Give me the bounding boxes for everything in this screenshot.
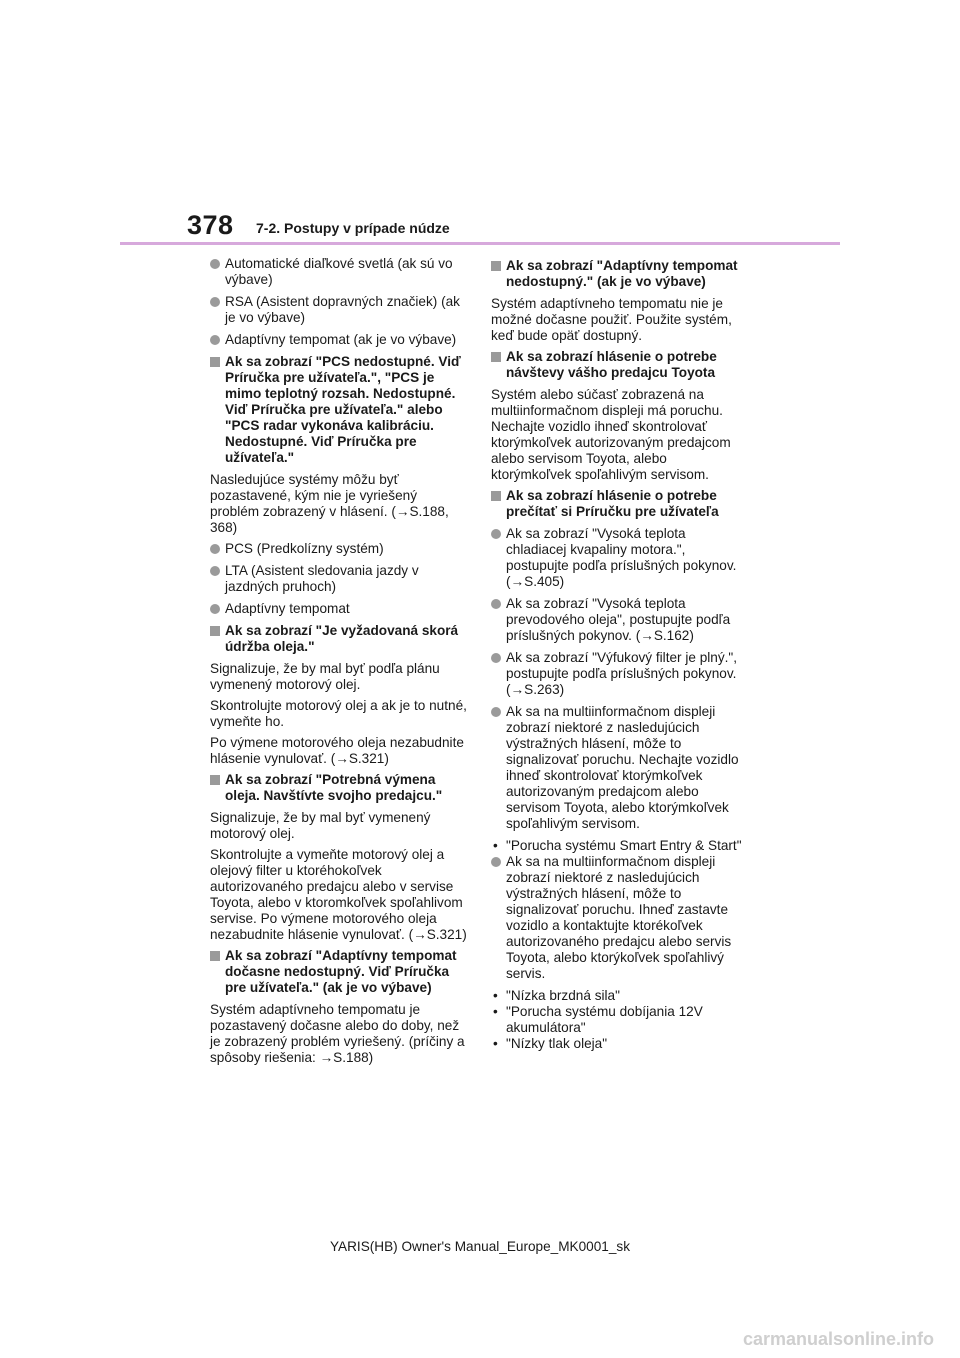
bullet-item (210, 601, 468, 617)
item-text: "Porucha systému dobíjania 12V akumulátora" (506, 1004, 703, 1035)
bullet-item (210, 332, 468, 348)
paragraph (210, 472, 468, 536)
small-bullet-icon: • (493, 1036, 498, 1051)
item-text: Skontrolujte motorový olej a ak je to nutné, vymeňte ho. (210, 698, 467, 729)
section-heading (210, 623, 468, 655)
item-text: Ak sa zobrazí "Adaptívny tempomat dočasne nedostupný. Viď Príručka pre užívateľa." (ak je vo výbave) (225, 948, 457, 995)
section-heading (491, 258, 749, 290)
list-item (491, 1004, 749, 1036)
section-heading (210, 354, 468, 466)
heading-square-icon (210, 357, 220, 367)
item-text: Ak sa zobrazí "Adaptívny tempomat nedostupný." (ak je vo výbave) (506, 258, 738, 289)
small-bullet-icon: • (493, 1004, 498, 1019)
item-text: RSA (Asistent dopravných značiek) (ak je vo výbave) (225, 294, 460, 325)
paragraph (491, 387, 749, 483)
item-text: Systém adaptívneho tempomatu je pozastavený dočasne alebo do doby, než je zobrazený problém vyriešený. (príčiny a spôsoby riešenia: →S.188) (210, 1002, 465, 1065)
paragraph (491, 296, 749, 344)
item-text: Ak sa zobrazí "Potrebná výmena oleja. Navštívte svojho predajcu." (225, 772, 443, 803)
left-column (210, 256, 468, 1071)
bullet-dot-icon (210, 544, 220, 554)
bullet-item (210, 256, 468, 288)
bullet-dot-icon (210, 297, 220, 307)
item-text: Ak sa na multiinformačnom displeji zobrazí niektoré z nasledujúcich výstražných hlásení, môže to signalizovať poruchu. Ihneď zastavte vozidlo a kontaktujte ktorékoľvek autorizovaného predajcu alebo servis Toyota, alebo ktorýkoľvek spoľahlivý servis. (506, 854, 732, 981)
item-text: Ak sa zobrazí "PCS nedostupné. Viď Príručka pre užívateľa.", "PCS je mimo teplotný rozsah. Nedostupné. Viď Príručka pre užívateľa." alebo "PCS radar vykonáva kalibráciu. Nedostupné. Viď Príručka pre užívateľa." (225, 354, 461, 465)
item-text: Ak sa zobrazí "Vysoká teplota chladiacej kvapaliny motora.", postupujte podľa príslušných pokynov. (→S.405) (506, 526, 737, 589)
item-text: Adaptívny tempomat (225, 601, 350, 616)
item-text: Signalizuje, že by mal byť vymenený motorový olej. (210, 810, 431, 841)
paragraph (210, 810, 468, 842)
item-text: Po výmene motorového oleja nezabudnite hlásenie vynulovať. (→S.321) (210, 735, 464, 766)
section-heading (210, 772, 468, 804)
watermark: carmanualsonline.info (742, 1329, 934, 1349)
item-text: PCS (Predkolízny systém) (225, 541, 384, 556)
item-text: Systém alebo súčasť zobrazená na multiinformačnom displeji má poruchu. Nechajte vozidlo ihneď skontrolovať ktorýmkoľvek autorizovaným predajcom alebo servisom Toyota, alebo ktorýmkoľvek spoľahlivým servisom. (491, 387, 731, 482)
header-rule (120, 242, 840, 245)
section-heading (491, 488, 749, 520)
item-text: Adaptívny tempomat (ak je vo výbave) (225, 332, 457, 347)
bullet-dot-icon (210, 259, 220, 269)
bullet-item (491, 854, 749, 982)
right-column (491, 256, 749, 1052)
item-text: Ak sa zobrazí "Vysoká teplota prevodového oleja", postupujte podľa príslušných pokynov. (→S.162) (506, 596, 731, 643)
item-text: Ak sa zobrazí hlásenie o potrebe prečítať si Príručku pre užívateľa (506, 488, 719, 519)
paragraph (210, 1002, 468, 1066)
bullet-dot-icon (491, 707, 501, 717)
item-text: Signalizuje, že by mal byť podľa plánu vymenený motorový olej. (210, 661, 440, 692)
item-text: Ak sa na multiinformačnom displeji zobrazí niektoré z nasledujúcich výstražných hlásení, môže to signalizovať poruchu. Nechajte vozidlo ihneď skontrolovať ktorýmkoľvek autorizovaným predajcom alebo servisom Toyota, alebo ktorýmkoľvek spoľahlivým servisom. (506, 704, 739, 831)
bullet-item (491, 650, 749, 698)
section-heading (491, 349, 749, 381)
bullet-item (210, 294, 468, 326)
heading-square-icon (491, 491, 501, 501)
bullet-dot-icon (210, 335, 220, 345)
bullet-dot-icon (491, 653, 501, 663)
footer-text: YARIS(HB) Owner's Manual_Europe_MK0001_sk (329, 1239, 631, 1254)
paragraph (210, 847, 468, 943)
list-item (491, 838, 749, 854)
item-text: Ak sa zobrazí "Výfukový filter je plný.", postupujte podľa príslušných pokynov. (→S.263) (506, 650, 738, 697)
paragraph (210, 698, 468, 730)
small-bullet-icon: • (493, 838, 498, 853)
item-text: Ak sa zobrazí "Je vyžadovaná skorá údržba oleja." (225, 623, 459, 654)
section-title: 7-2. Postupy v prípade núdze (256, 220, 450, 236)
item-text: Nasledujúce systémy môžu byť pozastavené, kým nie je vyriešený problém zobrazený v hlásení. (→S.188, 368) (210, 472, 449, 535)
item-text: "Nízka brzdná sila" (506, 988, 620, 1003)
bullet-dot-icon (491, 857, 501, 867)
item-text: Systém adaptívneho tempomatu nie je možné dočasne použiť. Použite systém, keď bude opäť dostupný. (491, 296, 732, 343)
item-text: "Nízky tlak oleja" (506, 1036, 608, 1051)
paragraph (210, 735, 468, 767)
heading-square-icon (210, 775, 220, 785)
item-text: Ak sa zobrazí hlásenie o potrebe návštevy vášho predajcu Toyota (506, 349, 717, 380)
bullet-dot-icon (491, 529, 501, 539)
page-number: 378 (187, 210, 234, 240)
item-text: Automatické diaľkové svetlá (ak sú vo výbave) (225, 256, 453, 287)
bullet-item (491, 526, 749, 590)
heading-square-icon (491, 352, 501, 362)
bullet-dot-icon (491, 599, 501, 609)
heading-square-icon (210, 626, 220, 636)
bullet-item (210, 563, 468, 595)
item-text: LTA (Asistent sledovania jazdy v jazdných pruhoch) (225, 563, 419, 594)
section-heading (210, 948, 468, 996)
bullet-dot-icon (210, 604, 220, 614)
item-text: "Porucha systému Smart Entry & Start" (506, 838, 742, 853)
bullet-dot-icon (210, 566, 220, 576)
list-item (491, 1036, 749, 1052)
heading-square-icon (210, 951, 220, 961)
paragraph (210, 661, 468, 693)
list-item (491, 988, 749, 1004)
bullet-item (210, 541, 468, 557)
bullet-item (491, 596, 749, 644)
small-bullet-icon: • (493, 988, 498, 1003)
bullet-item (491, 704, 749, 832)
heading-square-icon (491, 261, 501, 271)
item-text: Skontrolujte a vymeňte motorový olej a olejový filter u ktoréhokoľvek autorizovaného predajcu alebo v servise Toyota, alebo v ktoromkoľvek spoľahlivom servise. Po výmene motorového oleja nezabudnite hlásenie vynulovať. (→S.321) (210, 847, 467, 942)
